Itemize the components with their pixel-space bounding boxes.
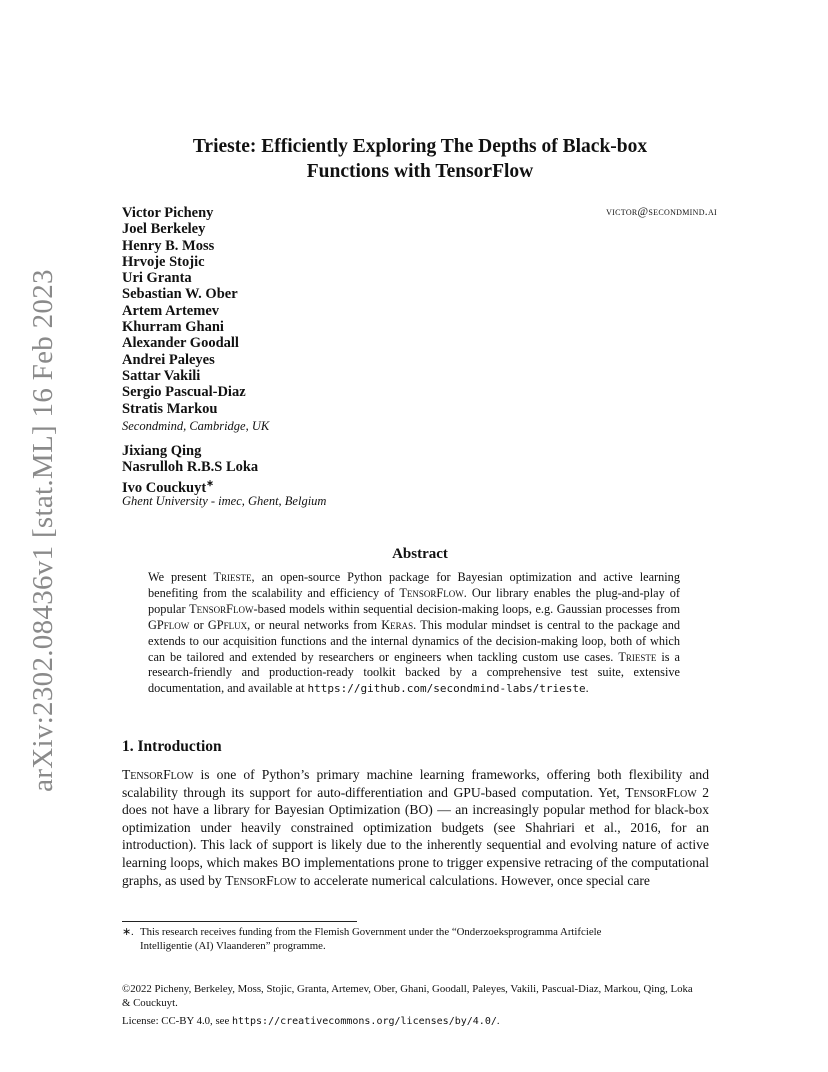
author-name: Victor Picheny — [122, 205, 214, 221]
author-name: Sebastian W. Ober — [122, 286, 238, 303]
affiliation-2: Ghent University - imec, Ghent, Belgium — [122, 493, 327, 508]
paper-title — [120, 134, 720, 184]
author-name: Andrei Paleyes — [122, 351, 215, 368]
author-name: Sergio Pascual-Diaz — [122, 384, 246, 401]
footnote-rule — [122, 921, 357, 922]
author-email: victor@secondmind.ai — [606, 206, 717, 218]
author-name: Henry B. Moss — [122, 237, 215, 254]
corresponding-author-mark: ∗ — [206, 478, 214, 489]
introduction-body: TensorFlow is one of Python’s primary machine learning frameworks, offering both flexibility and scalability through its support for auto-differentiation and GPU-based computation. Yet, TensorFlow 2 does not have a library for Bayesian Optimization (BO) — an increasingly popular method for black-box optimization under heavily constrained optimization budgets (see Shahriari et al., 2016, for an introduction). This lack of support is likely due to the inherently sequential and evolving nature of active learning loops, which makes BO implementations prone to trigger expensive retracing of the computational graphs, as used by TensorFlow to accelerate numerical calculations. However, once special care — [122, 767, 709, 888]
author-group-1 — [122, 205, 717, 434]
author-name: Nasrulloh R.B.S Loka — [122, 459, 259, 476]
copyright-notice: ©2022 Picheny, Berkeley, Moss, Stojic, Granta, Artemev, Ober, Ghani, Goodall, Paleyes, Vakili, Pascual-Diaz, Markou, Qing, Loka & Couckuyt. — [122, 983, 693, 1009]
author-block — [122, 205, 717, 518]
footnote — [122, 926, 697, 953]
author-name: Ivo Couckuyt∗ — [122, 478, 214, 497]
arxiv-stamp — [22, 268, 64, 792]
author-name: Hrvoje Stojic — [122, 253, 205, 270]
author-name: Sattar Vakili — [122, 367, 201, 384]
abstract-body: We present Trieste, an open-source Python package for Bayesian optimization and active learning benefiting from the scalability and efficiency of TensorFlow. Our library enables the plug-and-play of popular TensorFlow-based models within sequential decision-making loops, e.g. Gaussian processes from GPflow or GPflux, or neural networks from Keras. This modular mindset is central to the package and extends to our acquisition functions and the internal dynamics of the decision-making loop, both of which can be tailored and extended by researchers or engineers when tackling custom use cases. Trieste is a research-friendly and production-ready toolkit backed by a comprehensive test suite, extensive documentation, and available at https://github.com/secondmind-labs/trieste. — [148, 570, 681, 696]
arxiv-stamp-text: arXiv:2302.08436v1 [stat.ML] 16 Feb 2023 — [26, 268, 59, 792]
abstract-heading: Abstract — [392, 546, 448, 562]
author-name: Artem Artemev — [122, 302, 220, 319]
author-name: Stratis Markou — [122, 400, 218, 417]
license-notice: License: CC-BY 4.0, see https://creativecommons.org/licenses/by/4.0/. — [122, 1015, 500, 1027]
author-name: Joel Berkeley — [122, 221, 206, 238]
license-link[interactable]: https://creativecommons.org/licenses/by/4.0/ — [231, 1016, 497, 1027]
author-name: Uri Granta — [122, 270, 192, 287]
title-line-2: Functions with TensorFlow — [306, 161, 534, 182]
title-line-1: Trieste: Efficiently Exploring The Depths of Black-box — [192, 136, 648, 157]
github-link[interactable]: https://github.com/secondmind-labs/trieste — [307, 682, 586, 696]
author-name: Khurram Ghani — [122, 319, 224, 336]
footnote-line-2: Intelligentie (AI) Vlaanderen” programme. — [140, 939, 326, 952]
footnote-mark: ∗. — [122, 926, 134, 938]
author-name: Jixiang Qing — [122, 442, 202, 459]
footnote-line-1: This research receives funding from the Flemish Government under the “Onderzoeksprogramma Artifciele — [140, 926, 602, 938]
affiliation-1: Secondmind, Cambridge, UK — [122, 418, 270, 433]
section-heading-introduction: 1. Introduction — [122, 738, 222, 755]
author-name: Alexander Goodall — [122, 335, 239, 352]
author-group-2 — [122, 443, 717, 509]
